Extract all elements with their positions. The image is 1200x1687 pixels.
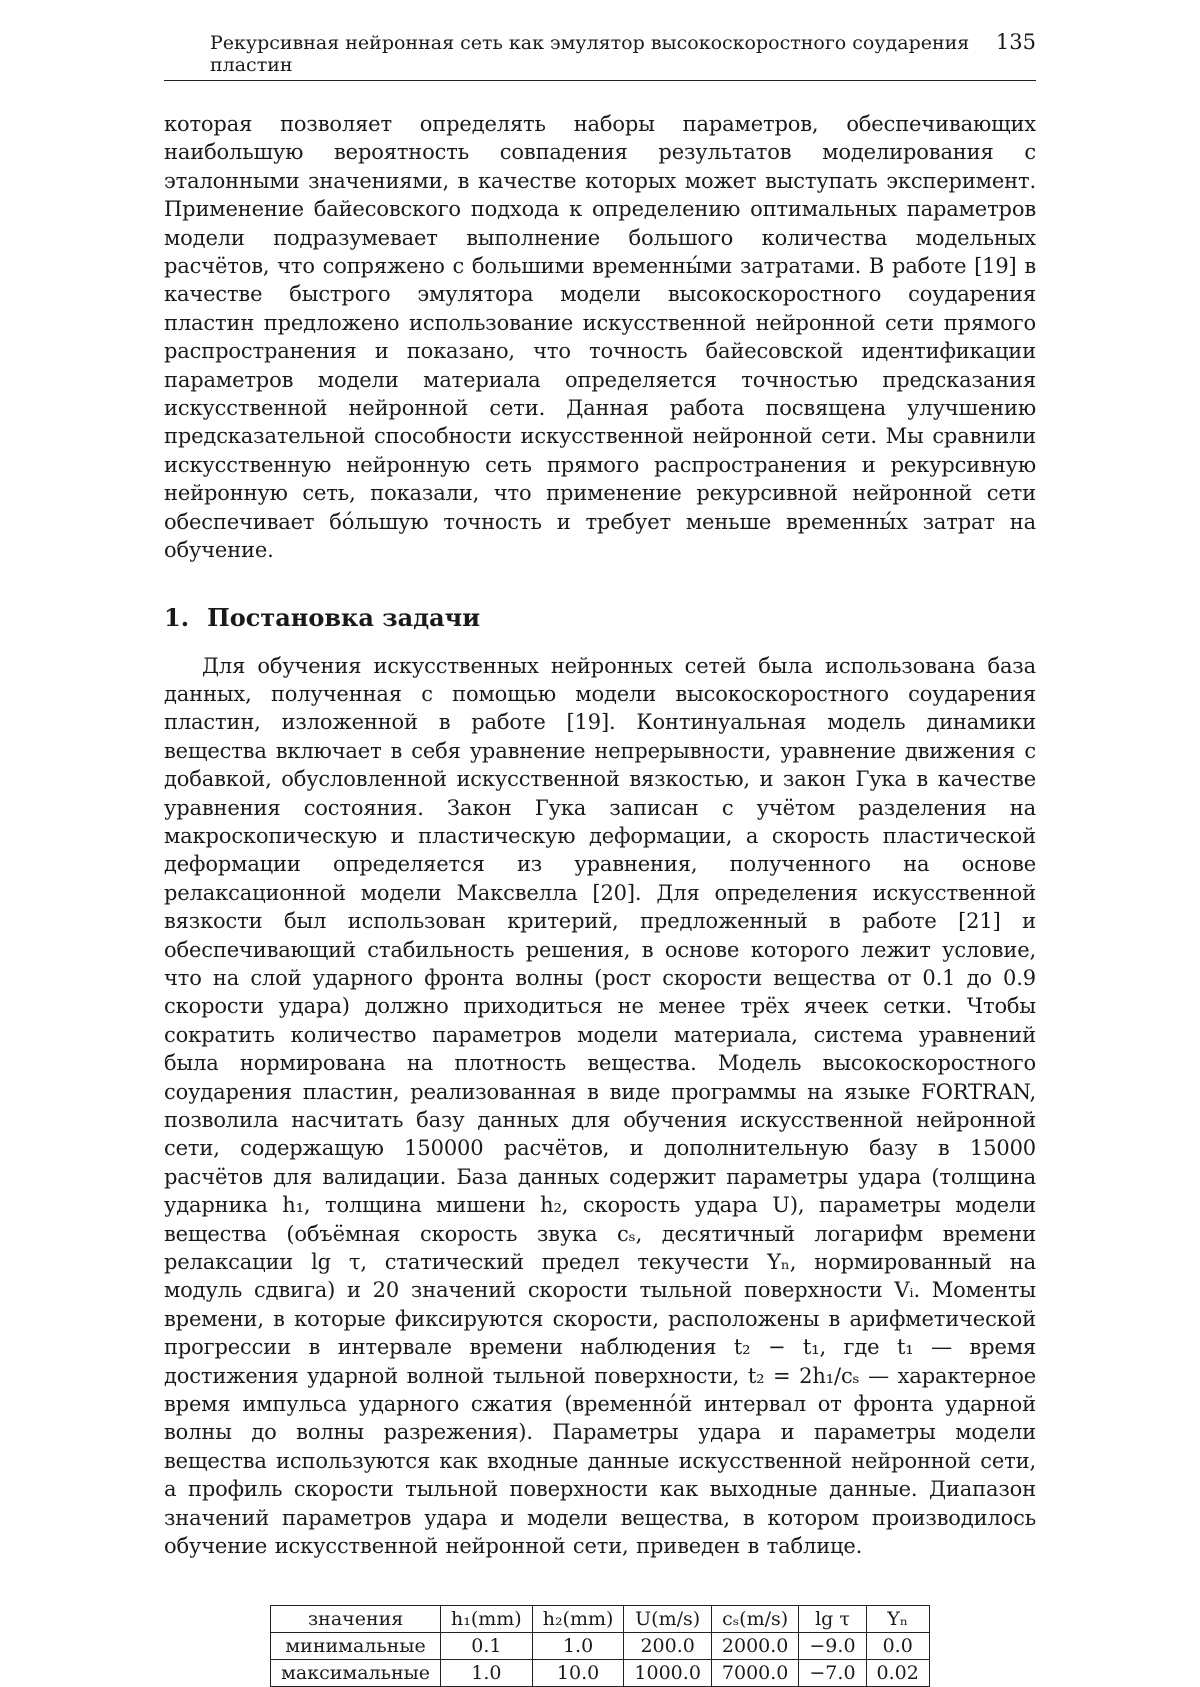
table-cell: −7.0 <box>799 1659 866 1686</box>
table-header-cell: значения <box>271 1605 441 1632</box>
table-cell: 7000.0 <box>711 1659 798 1686</box>
page-number: 135 <box>995 30 1036 54</box>
table-cell: 200.0 <box>624 1632 711 1659</box>
table-cell: −9.0 <box>799 1632 866 1659</box>
table-cell: 0.1 <box>440 1632 532 1659</box>
table-cell: 1.0 <box>532 1632 624 1659</box>
table-cell: 1000.0 <box>624 1659 711 1686</box>
table-row <box>271 1659 930 1686</box>
table-cell: 0.0 <box>866 1632 929 1659</box>
running-header <box>164 30 1036 81</box>
table-row <box>271 1632 930 1659</box>
table-header-row <box>271 1605 930 1632</box>
table-header-cell: h₁(mm) <box>440 1605 532 1632</box>
table-cell: 2000.0 <box>711 1632 798 1659</box>
body-paragraph: Для обучения искусственных нейронных сетей была использована база данных, полученная с помощью модели высокоскоростного соударения пластин, изложенной в работе [19]. Континуальная модель динамики вещества включает в себя уравнение непрерывности, уравнение движения с добавкой, обусловленной искусственной вязкостью, и закон Гука в качестве уравнения состояния. Закон Гука записан с учётом разделения на макроскопическую и пластическую деформации, а скорость пластической деформации определяется из уравнения, полученного на основе релаксационной модели Максвелла [20]. Для определения искусственной вязкости был использован критерий, предложенный в работе [21] и обеспечивающий стабильность решения, в основе которого лежит условие, что на слой ударного фронта волны (рост скорости вещества от 0.1 до 0.9 скорости удара) должно приходиться не менее трёх ячеек сетки. Чтобы сократить количество параметров модели материала, система уравнений была нормирована на плотность вещества. Модель высокоскоростного соударения пластин, реализованная в виде программы на языке FORTRAN, позволила насчитать базу данных для обучения искусственной нейронной сети, содержащую 150000 расчётов, и дополнительную базу в 15000 расчётов для валидации. База данных содержит параметры удара (толщина ударника h₁, толщина мишени h₂, скорость удара U), параметры модели вещества (объёмная скорость звука cₛ, десятичный логарифм времени релаксации lg τ, статический предел текучести Yₙ, нормированный на модуль сдвига) и 20 значений скорости тыльной поверхности Vᵢ. Моменты времени, в которые фиксируются скорости, расположены в арифметической прогрессии в интервале времени наблюдения t₂ − t₁, где t₁ — время достижения ударной волной тыльной поверхности, t₂ = 2h₁/cₛ — характерное время импульса ударного сжатия (временно́й интервал от фронта ударной волны до волны разрежения). Параметры удара и параметры модели вещества используются как входные данные искусственной нейронной сети, а профиль скорости тыльной поверхности как выходные данные. Диапазон значений параметров удара и модели вещества, в котором производилось обучение искусственной нейронной сети, приведен в таблице. <box>164 653 1036 1559</box>
section-title: Постановка задачи <box>207 602 481 632</box>
parameter-range-table <box>270 1605 930 1687</box>
table-header-cell: h₂(mm) <box>532 1605 624 1632</box>
table-header-cell: lg τ <box>799 1605 866 1632</box>
table-cell: минимальные <box>271 1632 441 1659</box>
section-number: 1. <box>164 602 190 632</box>
section-heading <box>164 603 1036 632</box>
table-cell: 1.0 <box>440 1659 532 1686</box>
table-cell: максимальные <box>271 1659 441 1686</box>
table-cell: 0.02 <box>866 1659 929 1686</box>
table-header-cell: cₛ(m/s) <box>711 1605 798 1632</box>
table-header-cell: U(m/s) <box>624 1605 711 1632</box>
running-title: Рекурсивная нейронная сеть как эмулятор высокоскоростного соударения пластин <box>210 32 970 76</box>
body-paragraph: которая позволяет определять наборы параметров, обеспечивающих наибольшую вероятность совпадения результатов моделирования с эталонными значениями, в качестве которых может выступать эксперимент. Применение байесовского подхода к определению оптимальных параметров модели подразумевает выполнение большого количества модельных расчётов, что сопряжено с большими временны́ми затратами. В работе [19] в качестве быстрого эмулятора модели высокоскоростного соударения пластин предложено использование искусственной нейронной сети прямого распространения и показано, что точность байесовской идентификации параметров модели материала определяется точностью предсказания искусственной нейронной сети. Данная работа посвящена улучшению предсказательной способности искусственной нейронной сети. Мы сравнили искусственную нейронную сеть прямого распространения и рекурсивную нейронную сеть, показали, что применение рекурсивной нейронной сети обеспечивает бо́льшую точность и требует меньше временны́х затрат на обучение. <box>164 112 1036 563</box>
page <box>164 30 1036 1687</box>
table-cell: 10.0 <box>532 1659 624 1686</box>
table-header-cell: Yₙ <box>866 1605 929 1632</box>
